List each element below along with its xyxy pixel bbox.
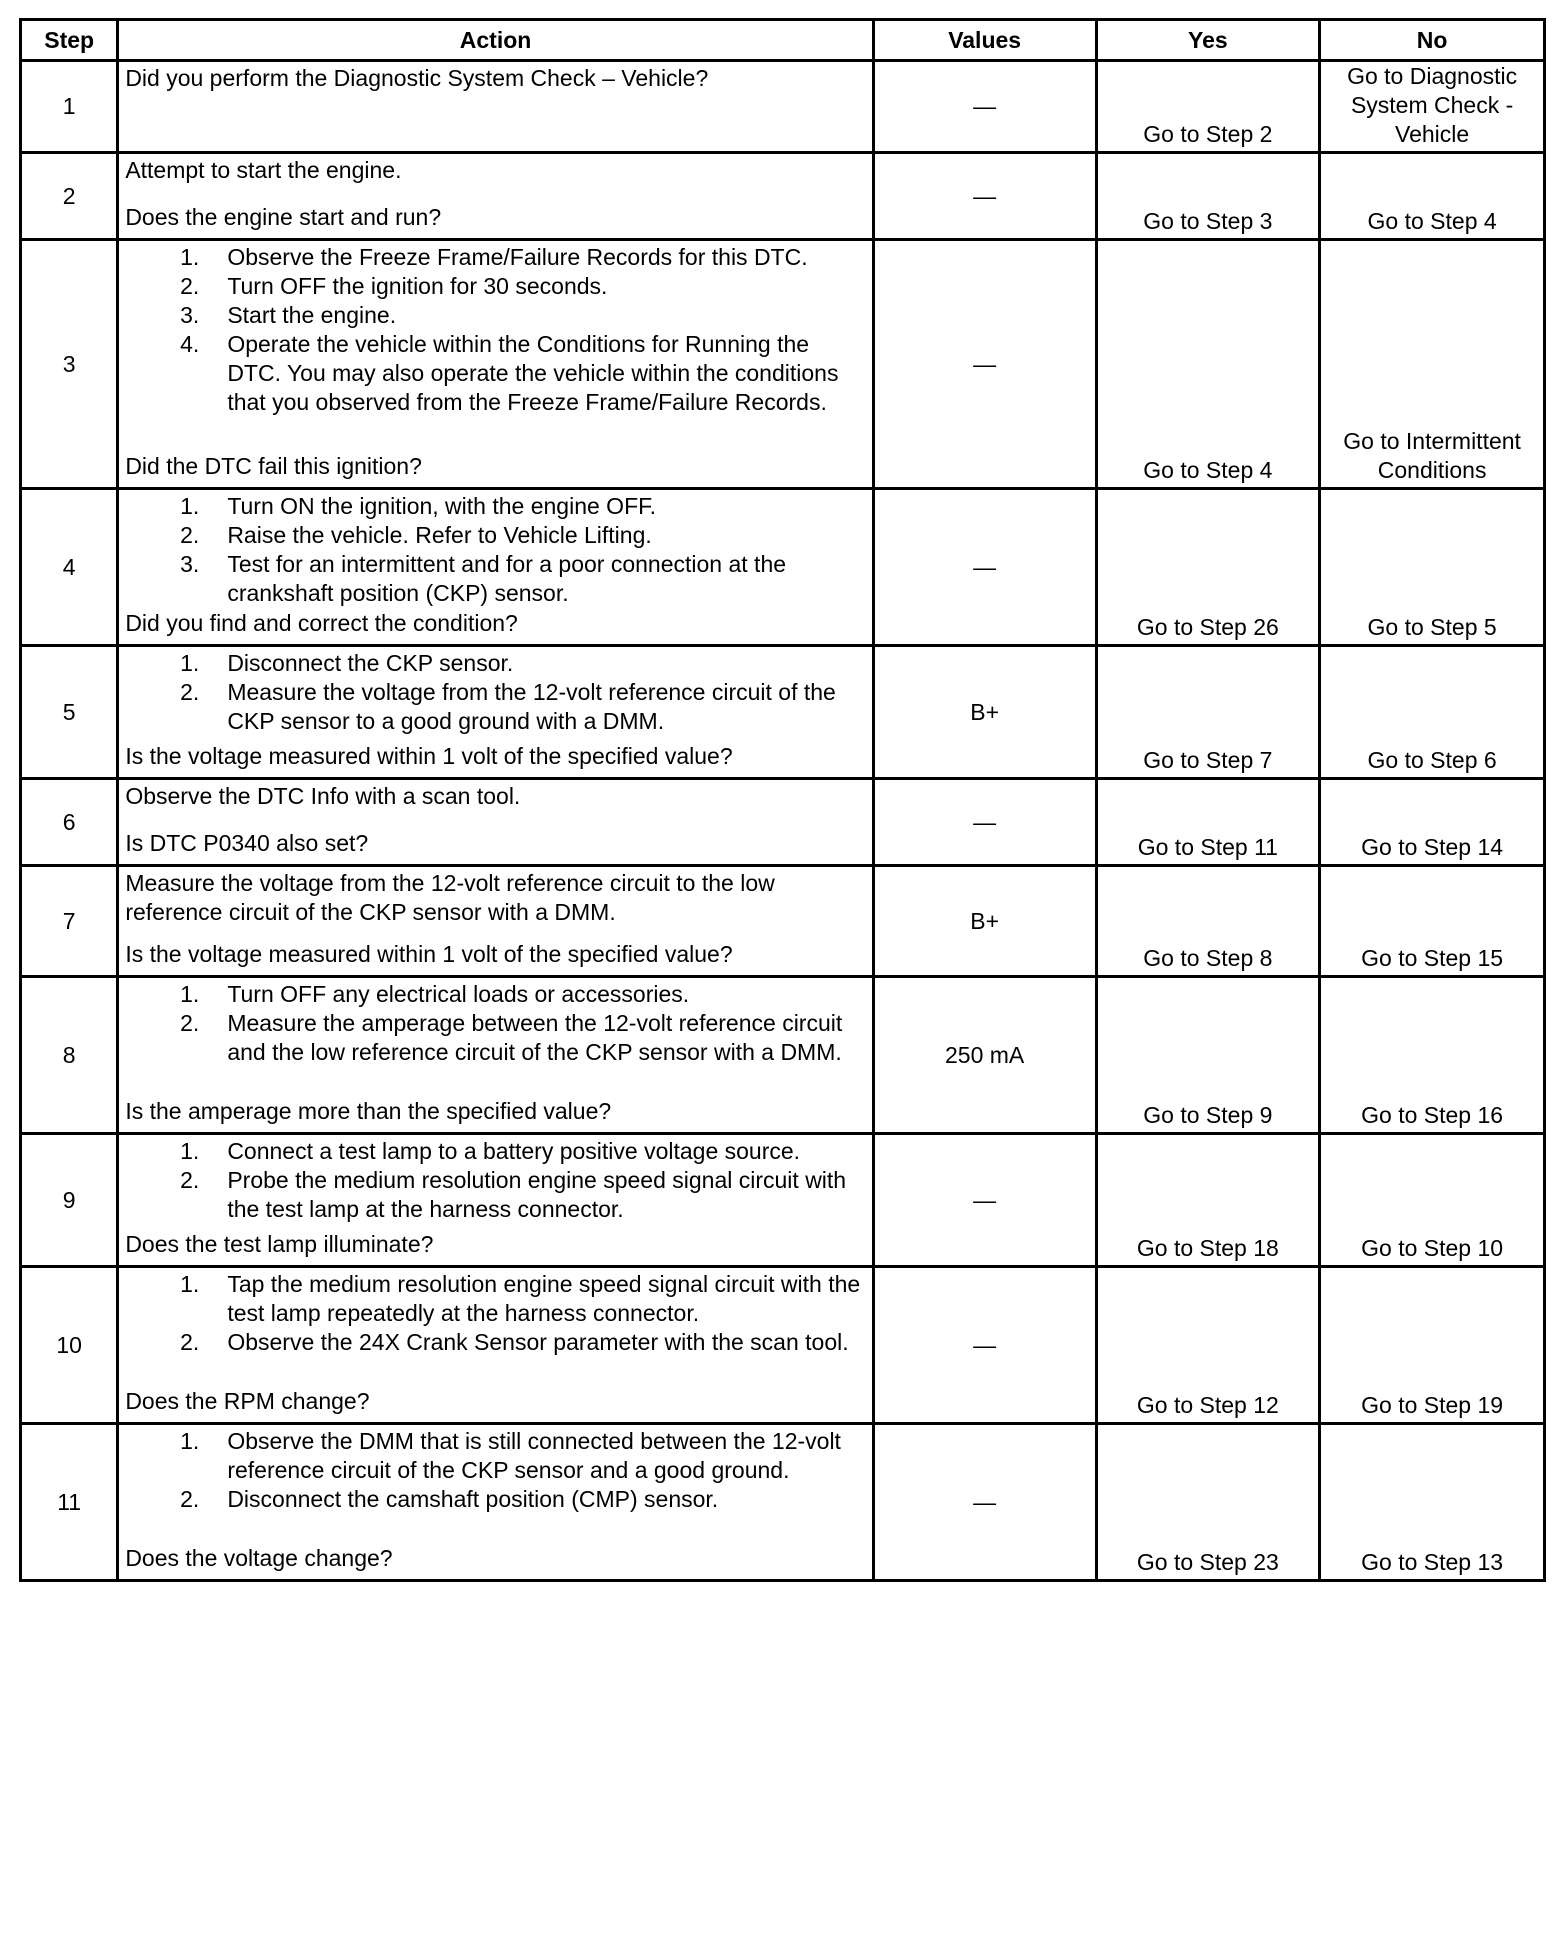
action-step-text: Turn ON the ignition, with the engine OFF. [227,493,657,519]
action-step-text: Disconnect the camshaft position (CMP) sensor. [227,1486,719,1512]
action-step-number: 2. [180,679,200,705]
yes-result: Go to Step 8 [1096,866,1320,977]
action-step-number: 2. [180,1329,200,1355]
action-step-item [125,1166,865,1224]
action-step-text: Observe the DMM that is still connected between the 12-volt reference circuit of the CKP sensor and a good ground. [227,1428,841,1483]
action-step-item [125,243,865,272]
action-cell [118,1267,873,1424]
no-result: Go to Step 5 [1320,489,1545,646]
action-step-text: Operate the vehicle within the Conditions for Running the DTC. You may also operate the vehicle within the conditions that you observed from the Freeze Frame/Failure Records. [227,331,839,415]
value-cell: — [873,61,1096,153]
action-step-item [125,1137,865,1166]
action-cell [118,153,873,240]
action-step-text: Start the engine. [227,302,397,328]
action-step-text: Measure the amperage between the 12-volt reference circuit and the low reference circuit of the CKP sensor with a DMM. [227,1010,843,1065]
step-number: 6 [21,779,118,866]
action-step-number: 1. [180,1271,200,1297]
action-step-text: Test for an intermittent and for a poor connection at the crankshaft position (CKP) sensor. [227,551,787,606]
action-step-item [125,330,865,417]
action-instruction: Did you perform the Diagnostic System Check – Vehicle? [125,65,709,91]
value-cell: B+ [873,866,1096,977]
action-cell [118,977,873,1134]
action-step-text: Turn OFF the ignition for 30 seconds. [227,273,608,299]
no-result: Go to Step 4 [1320,153,1545,240]
header-step: Step [21,20,118,61]
step-number: 5 [21,646,118,779]
no-result: Go to Step 10 [1320,1134,1545,1267]
header-action: Action [118,20,873,61]
yes-result: Go to Step 11 [1096,779,1320,866]
action-step-item [125,678,865,736]
value-cell: 250 mA [873,977,1096,1134]
step-number: 10 [21,1267,118,1424]
action-step-item [125,1328,865,1357]
action-step-number: 3. [180,551,200,577]
value-cell: — [873,1267,1096,1424]
value-cell: — [873,489,1096,646]
table-row [21,240,1545,489]
yes-result: Go to Step 2 [1096,61,1320,153]
yes-result: Go to Step 4 [1096,240,1320,489]
action-step-text: Disconnect the CKP sensor. [227,650,514,676]
yes-result: Go to Step 12 [1096,1267,1320,1424]
action-question: Does the engine start and run? [125,204,442,230]
header-yes: Yes [1096,20,1320,61]
no-result: Go to Step 13 [1320,1424,1545,1581]
action-cell [118,1134,873,1267]
action-step-number: 1. [180,981,200,1007]
no-result: Go to Intermittent Conditions [1320,240,1545,489]
action-question: Does the test lamp illuminate? [125,1231,434,1257]
action-step-item [125,492,865,521]
action-step-number: 1. [180,493,200,519]
table-row [21,489,1545,646]
table-row [21,61,1545,153]
action-question: Does the voltage change? [125,1545,393,1571]
action-step-text: Observe the 24X Crank Sensor parameter with the scan tool. [227,1329,849,1355]
action-cell [118,779,873,866]
action-step-text: Raise the vehicle. Refer to Vehicle Lifting. [227,522,652,548]
step-number: 2 [21,153,118,240]
action-step-item [125,1009,865,1067]
action-step-text: Observe the Freeze Frame/Failure Records for this DTC. [227,244,808,270]
action-step-text: Turn OFF any electrical loads or accessories. [227,981,690,1007]
action-steps-list [125,1427,865,1514]
no-result: Go to Diagnostic System Check - Vehicle [1320,61,1545,153]
action-step-number: 1. [180,1138,200,1164]
action-step-item [125,1270,865,1328]
step-number: 1 [21,61,118,153]
action-question: Did you find and correct the condition? [125,610,518,636]
action-step-number: 2. [180,1486,200,1512]
action-step-number: 2. [180,522,200,548]
yes-result: Go to Step 7 [1096,646,1320,779]
value-cell: — [873,240,1096,489]
step-number: 7 [21,866,118,977]
table-row [21,1267,1545,1424]
table-row [21,779,1545,866]
action-question: Does the RPM change? [125,1388,370,1414]
diagnostic-table-container [19,18,1546,1582]
table-row [21,866,1545,977]
diagnostic-table [19,18,1546,1582]
action-steps-list [125,243,865,417]
yes-result: Go to Step 9 [1096,977,1320,1134]
action-step-item [125,980,865,1009]
action-step-number: 3. [180,302,200,328]
action-steps-list [125,492,865,608]
step-number: 3 [21,240,118,489]
table-row [21,646,1545,779]
action-steps-list [125,1270,865,1357]
value-cell: — [873,153,1096,240]
value-cell: — [873,1134,1096,1267]
no-result: Go to Step 19 [1320,1267,1545,1424]
table-row [21,153,1545,240]
yes-result: Go to Step 18 [1096,1134,1320,1267]
step-number: 9 [21,1134,118,1267]
action-instruction: Attempt to start the engine. [125,157,402,183]
action-step-number: 4. [180,331,200,357]
action-step-number: 2. [180,273,200,299]
action-step-item [125,649,865,678]
action-cell [118,240,873,489]
no-result: Go to Step 15 [1320,866,1545,977]
action-cell [118,866,873,977]
step-number: 8 [21,977,118,1134]
action-step-item [125,550,865,608]
action-instruction: Observe the DTC Info with a scan tool. [125,783,521,809]
action-step-item [125,272,865,301]
action-instruction: Measure the voltage from the 12-volt reference circuit to the low reference circuit of the CKP sensor with a DMM. [125,870,775,925]
action-question: Did the DTC fail this ignition? [125,453,422,479]
table-row [21,977,1545,1134]
action-step-number: 1. [180,1428,200,1454]
action-step-item [125,521,865,550]
action-question: Is DTC P0340 also set? [125,830,369,856]
table-row [21,1424,1545,1581]
table-row [21,1134,1545,1267]
header-no: No [1320,20,1545,61]
action-step-text: Tap the medium resolution engine speed signal circuit with the test lamp repeatedly at the harness connector. [227,1271,861,1326]
action-step-text: Connect a test lamp to a battery positive voltage source. [227,1138,801,1164]
action-steps-list [125,649,865,736]
action-step-item [125,1427,865,1485]
action-step-text: Measure the voltage from the 12-volt reference circuit of the CKP sensor to a good ground with a DMM. [227,679,836,734]
action-question: Is the voltage measured within 1 volt of the specified value? [125,941,733,967]
no-result: Go to Step 6 [1320,646,1545,779]
action-cell [118,489,873,646]
header-values: Values [873,20,1096,61]
yes-result: Go to Step 26 [1096,489,1320,646]
action-step-number: 1. [180,244,200,270]
action-step-number: 2. [180,1167,200,1193]
action-step-text: Probe the medium resolution engine speed signal circuit with the test lamp at the harness connector. [227,1167,847,1222]
action-step-number: 2. [180,1010,200,1036]
no-result: Go to Step 14 [1320,779,1545,866]
action-question: Is the amperage more than the specified value? [125,1098,612,1124]
step-number: 11 [21,1424,118,1581]
value-cell: — [873,779,1096,866]
action-step-item [125,1485,865,1514]
action-cell [118,646,873,779]
action-cell [118,1424,873,1581]
yes-result: Go to Step 3 [1096,153,1320,240]
action-steps-list [125,1137,865,1224]
step-number: 4 [21,489,118,646]
yes-result: Go to Step 23 [1096,1424,1320,1581]
header-row [21,20,1545,61]
action-cell [118,61,873,153]
value-cell: — [873,1424,1096,1581]
action-step-number: 1. [180,650,200,676]
action-step-item [125,301,865,330]
no-result: Go to Step 16 [1320,977,1545,1134]
value-cell: B+ [873,646,1096,779]
action-question: Is the voltage measured within 1 volt of the specified value? [125,743,733,769]
action-steps-list [125,980,865,1067]
